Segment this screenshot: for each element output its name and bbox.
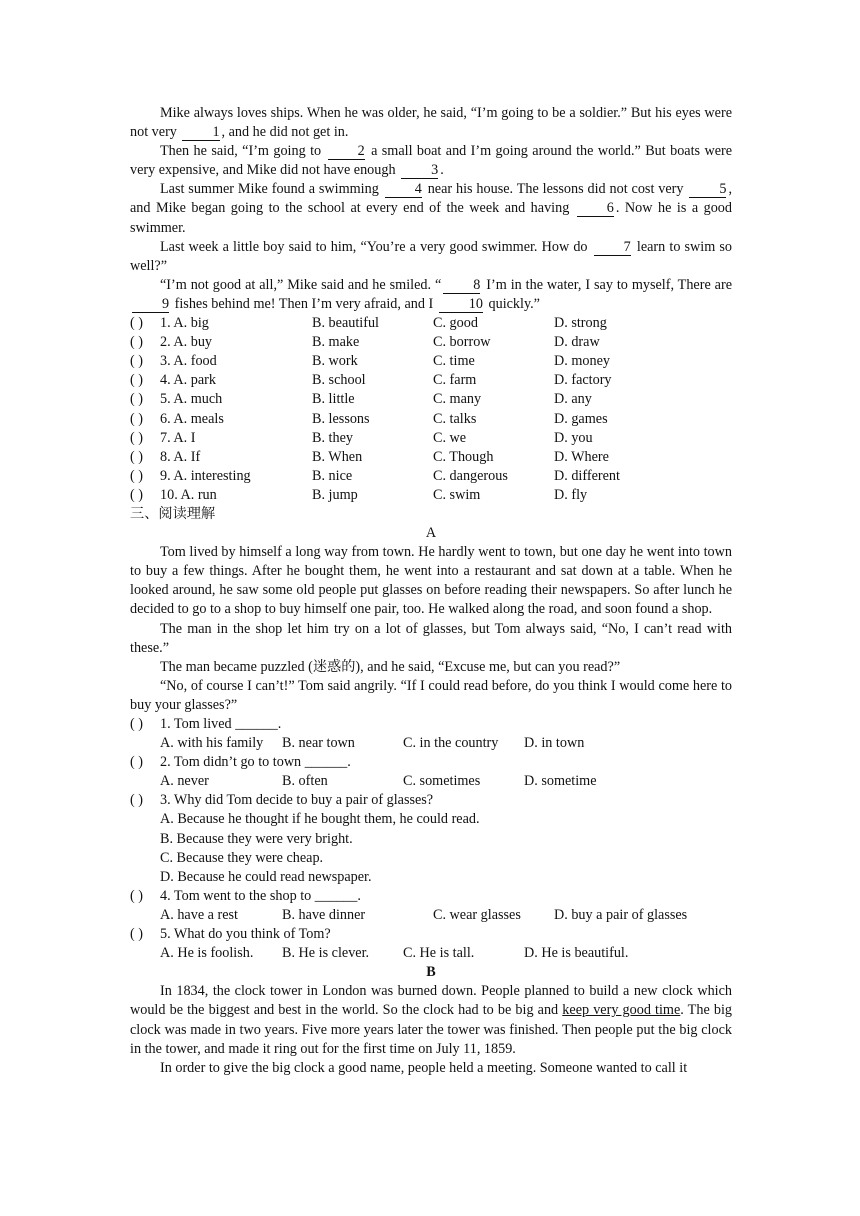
option-b: B. lessons: [312, 410, 370, 427]
option-d: D. Where: [554, 448, 609, 465]
cloze-paragraph-4: Last week a little boy said to him, “You’re a very good swimmer. How do 7 learn to swim so well?”: [130, 238, 733, 274]
option-row: [130, 390, 732, 409]
option-a: A. never: [160, 773, 209, 790]
passage-a-paragraph-1: Tom lived by himself a long way from town. He hardly went to town, but one day he went into town to buy a few things. After he bought them, he went into a restaurant and sat down at a table. When he looked around, he saw some old people put glasses on before reading their newspapers. So after lunch he decided to go to a shop to buy himself one pair, too. He walked along the road, and soon found a shop.: [130, 544, 732, 618]
option-c: C. talks: [433, 410, 477, 427]
option-d: D. strong: [554, 315, 607, 332]
answer-bracket[interactable]: ( ): [130, 372, 143, 389]
option-b: B. have dinner: [282, 906, 366, 923]
answer-bracket[interactable]: ( ): [130, 448, 143, 465]
option-c: C. swim: [433, 486, 481, 503]
option-d: D. He is beautiful.: [524, 945, 629, 962]
question-text: 2. Tom didn’t go to town ______.: [160, 754, 351, 771]
option-a: 1. A. big: [160, 315, 209, 332]
question-1-options: [130, 734, 732, 753]
option-row: [130, 448, 732, 467]
option-b: B. work: [312, 353, 358, 370]
blank-3[interactable]: 3: [401, 163, 438, 179]
underlined-phrase: keep very good time: [562, 1002, 681, 1019]
passage-b: [130, 982, 732, 1077]
question-2-options: [130, 772, 732, 791]
option-a: A. with his family: [160, 735, 264, 752]
option-c: C. in the country: [403, 735, 499, 752]
option-b: B. near town: [282, 735, 355, 752]
question-3: [130, 791, 732, 810]
option-c: C. we: [433, 429, 467, 446]
passage-a-title: A: [425, 525, 437, 542]
option-a: 5. A. much: [160, 391, 223, 408]
answer-bracket[interactable]: ( ): [130, 410, 143, 427]
passage-a-paragraph-2: The man in the shop let him try on a lot of glasses, but Tom always said, “No, I can’t read with these.”: [130, 620, 732, 656]
question-1: [130, 715, 732, 734]
question-4: [130, 887, 732, 906]
option-a: A. Because he thought if he bought them, he could read.: [160, 811, 480, 828]
blank-2[interactable]: 2: [328, 144, 365, 160]
option-a: 3. A. food: [160, 353, 217, 370]
blank-4[interactable]: 4: [385, 182, 422, 198]
blank-8[interactable]: 8: [443, 278, 480, 294]
blank-10[interactable]: 10: [439, 297, 483, 313]
option-a: 8. A. If: [160, 448, 201, 465]
option-b: B. jump: [312, 486, 358, 503]
option-c: C. farm: [433, 372, 477, 389]
blank-9[interactable]: 9: [132, 297, 169, 313]
question-text: 4. Tom went to the shop to ______.: [160, 887, 361, 904]
option-d: D. you: [554, 429, 593, 446]
option-d: D. games: [554, 410, 608, 427]
answer-bracket[interactable]: ( ): [130, 887, 143, 904]
question-4-options: [130, 906, 732, 925]
option-a: 4. A. park: [160, 372, 216, 389]
question-5: [130, 925, 732, 944]
question-5-options: [130, 944, 732, 963]
option-row: [130, 371, 732, 390]
question-2: [130, 753, 732, 772]
option-b: B. When: [312, 448, 363, 465]
option-b: B. often: [282, 773, 328, 790]
option-d: D. fly: [554, 486, 588, 503]
cloze-paragraph-3: Last summer Mike found a swimming 4 near his house. The lessons did not cost very 5 , and Mike began going to the school at every end of the week and having 6 . Now he is a good swimmer.: [130, 181, 733, 236]
answer-bracket[interactable]: ( ): [130, 429, 143, 446]
option-a: A. have a rest: [160, 906, 238, 923]
question-text: 5. What do you think of Tom?: [160, 926, 331, 943]
cloze-passage: [130, 104, 732, 314]
blank-1[interactable]: 1: [182, 125, 219, 141]
option-d: D. factory: [554, 372, 612, 389]
option-c: C. dangerous: [433, 467, 508, 484]
option-c: C. Though: [433, 448, 494, 465]
option-a: A. He is foolish.: [160, 945, 254, 962]
answer-bracket[interactable]: ( ): [130, 754, 143, 771]
option-c: C. many: [433, 391, 482, 408]
page-content: [130, 104, 732, 1078]
option-b: B. nice: [312, 467, 353, 484]
option-a: 7. A. I: [160, 429, 196, 446]
cloze-paragraph-1: Mike always loves ships. When he was older, he said, “I’m going to be a soldier.” But his eyes were not very 1 , and he did not get in.: [130, 105, 732, 141]
option-d: D. money: [554, 353, 610, 370]
option-a: 10. A. run: [160, 486, 217, 503]
option-d: D. in town: [524, 735, 585, 752]
option-d: D. sometime: [524, 773, 597, 790]
answer-bracket[interactable]: ( ): [130, 792, 143, 809]
option-c: C. wear glasses: [433, 906, 521, 923]
cloze-paragraph-2: Then he said, “I’m going to 2 a small boat and I’m going around the world.” But boats were very expensive, and Mike did not have enough 3 .: [130, 143, 733, 179]
option-c: C. borrow: [433, 334, 491, 351]
option-row: [130, 410, 732, 429]
option-row: [130, 486, 732, 505]
option-a: 6. A. meals: [160, 410, 224, 427]
question-text: 3. Why did Tom decide to buy a pair of glasses?: [160, 792, 434, 809]
cloze-options: [130, 314, 732, 505]
option-c: C. He is tall.: [403, 945, 475, 962]
option-c: C. time: [433, 353, 475, 370]
option-d: D. any: [554, 391, 592, 408]
passage-a: [130, 543, 732, 715]
option-c: C. Because they were cheap.: [160, 849, 324, 866]
option-b: B. they: [312, 429, 353, 446]
option-row: [130, 429, 732, 448]
section-heading: 三、阅读理解: [130, 505, 216, 522]
blank-7[interactable]: 7: [594, 240, 631, 256]
option-row: [130, 314, 732, 333]
answer-bracket[interactable]: ( ): [130, 467, 143, 484]
option-row: [130, 333, 732, 352]
option-d: D. different: [554, 467, 620, 484]
blank-6[interactable]: 6: [577, 201, 614, 217]
option-b: B. beautiful: [312, 315, 379, 332]
option-d: D. buy a pair of glasses: [554, 906, 688, 923]
option-c: C. good: [433, 315, 478, 332]
option-b: B. make: [312, 334, 360, 351]
answer-bracket[interactable]: ( ): [130, 926, 143, 943]
answer-bracket[interactable]: ( ): [130, 315, 143, 332]
option-b: B. He is clever.: [282, 945, 370, 962]
option-d: D. draw: [554, 334, 600, 351]
option-row: [130, 467, 732, 486]
question-text: 1. Tom lived ______.: [160, 716, 282, 732]
answer-bracket[interactable]: ( ): [130, 716, 143, 732]
option-b: B. Because they were very bright.: [160, 830, 353, 847]
passage-a-questions: [130, 715, 732, 963]
option-d: D. Because he could read newspaper.: [160, 868, 372, 885]
passage-b-paragraph-2: In order to give the big clock a good name, people held a meeting. Someone wanted to call it: [160, 1059, 688, 1076]
option-a: 9. A. interesting: [160, 467, 251, 484]
passage-a-paragraph-4: “No, of course I can’t!” Tom said angrily. “If I could read before, do you think I would come here to buy your glasses?”: [130, 677, 732, 713]
blank-5[interactable]: 5: [689, 182, 726, 198]
answer-bracket[interactable]: ( ): [130, 334, 143, 351]
option-c: C. sometimes: [403, 773, 481, 790]
option-b: B. school: [312, 372, 366, 389]
passage-b-title: B: [426, 964, 436, 981]
option-row: [130, 352, 732, 371]
cloze-paragraph-5: “I’m not good at all,” Mike said and he smiled. “ 8 I’m in the water, I say to myself, There are 9 fishes behind me! Then I’m very afraid, and I 10 quickly.”: [130, 276, 732, 314]
answer-bracket[interactable]: ( ): [130, 391, 143, 408]
passage-b-paragraph-1: In 1834, the clock tower in London was burned down. People planned to build a new clock which would be the biggest and best in the world. So the clock had to be big and keep very good time. The big clock was made in two years. Five more years later the tower was finished. Then people put the big clock in the tower, and made it ring out for the first time on July 11, 1859.: [130, 983, 732, 1057]
answer-bracket[interactable]: ( ): [130, 486, 143, 503]
option-b: B. little: [312, 391, 355, 408]
answer-bracket[interactable]: ( ): [130, 353, 143, 370]
passage-a-paragraph-3: The man became puzzled (迷惑的), and he said, “Excuse me, but can you read?”: [160, 658, 621, 675]
option-a: 2. A. buy: [160, 334, 213, 351]
